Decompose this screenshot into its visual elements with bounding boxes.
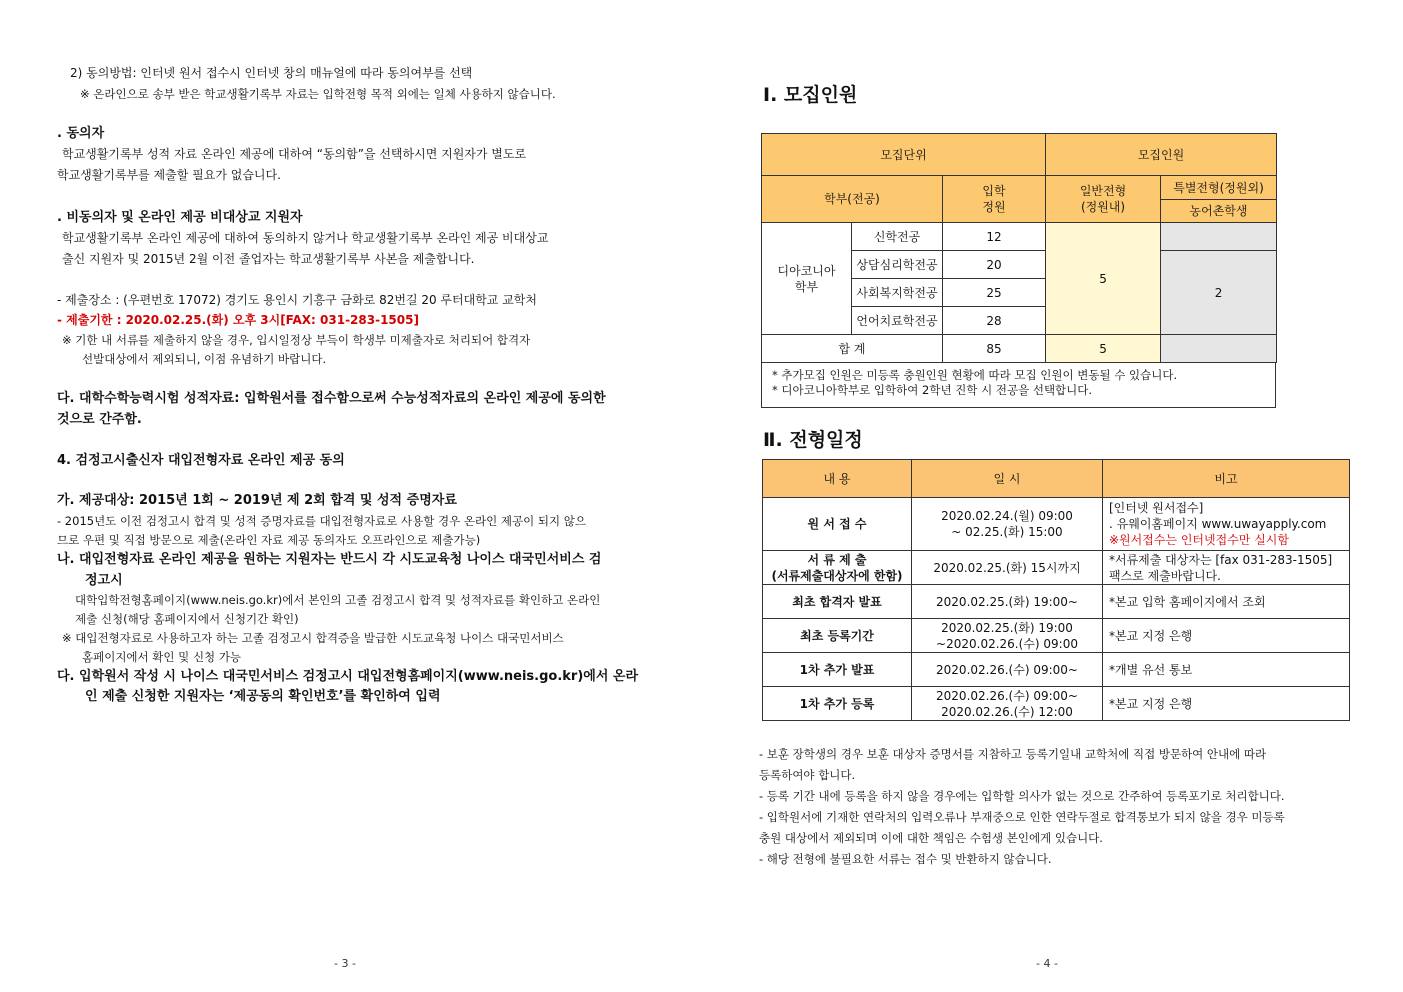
rural-empty-cell [1161, 223, 1277, 251]
csat-heading-line-1: 다. 대학수학능력시험 성적자료: 입학원서를 접수함으로써 수능성적자료의 온라인 제공에 동의한 [57, 391, 606, 406]
schedule-item: 1차 추가 등록 [763, 687, 912, 721]
schedule-date: 2020.02.24.(월) 09:00 ~ 02.25.(화) 15:00 [912, 498, 1103, 551]
ged-online-body-line-2: 제출 신청(해당 홈페이지에서 신청기간 확인) [75, 612, 299, 626]
recruitment-note-2: * 디아코니아학부로 입학하여 2학년 진학 시 전공을 선택합니다. [772, 383, 1093, 397]
consent-method-line: 2) 동의방법: 인터넷 원서 접수시 인터넷 창의 매뉴얼에 따라 동의여부를 선택 [70, 66, 473, 80]
ged-online-heading-line-2: 정고시 [85, 573, 123, 588]
faculty-diakonia: 디아코니아 학부 [762, 223, 852, 335]
header-department: 학부(전공) [762, 176, 943, 223]
major-name: 상담심리학전공 [852, 251, 943, 279]
ged-note-line-1: ※ 대입전형자료로 사용하고자 하는 고졸 검정고시 합격증을 발급한 시도교육청 나이스 대국민서비스 [62, 631, 564, 645]
recruitment-note-1: * 추가모집 인원은 미등록 충원인원 현황에 따라 모집 인원이 변동될 수 있습니다. [772, 368, 1178, 382]
schedule-item: 최초 등록기간 [763, 619, 912, 653]
major-quota: 20 [943, 251, 1046, 279]
total-rural-empty [1161, 335, 1277, 363]
schedule-note: *본교 지정 은행 [1103, 687, 1350, 721]
consent-body-line-1: 학교생활기록부 성적 자료 온라인 제공에 대하여 “동의함”을 선택하시면 지원자가 별도로 [62, 147, 527, 161]
general-admission-count: 5 [1046, 223, 1161, 335]
header-admission-quota: 입학 정원 [943, 176, 1046, 223]
left-page [0, 0, 701, 992]
schedule-note: *서류제출 대상자는 [fax 031-283-1505] 팩스로 제출바랍니다. [1103, 551, 1350, 585]
schedule-date: 2020.02.26.(수) 09:00~ 2020.02.26.(수) 12:00 [912, 687, 1103, 721]
schedule-table [762, 459, 1350, 721]
deadline-warning-line-1: ※ 기한 내 서류를 제출하지 않을 경우, 입시일정상 부득이 학생부 미제출자로 처리되어 합격자 [62, 333, 531, 347]
ged-target-body-line-1: - 2015년도 이전 검정고시 합격 및 성적 증명자료를 대입전형자료로 사용할 경우 온라인 제공이 되지 않으 [57, 514, 586, 528]
submission-place: - 제출장소 : (우편번호 17072) 경기도 용인시 기흥구 금화로 82번길 20 루터대학교 교학처 [57, 293, 537, 307]
consent-body-line-2: 학교생활기록부를 제출할 필요가 없습니다. [57, 168, 281, 182]
header-recruit-unit: 모집단위 [762, 134, 1046, 176]
ged-input-heading-line-2: 인 제출 신청한 지원자는 ‘제공동의 확인번호’를 확인하여 입력 [85, 689, 441, 704]
total-label: 합 계 [762, 335, 943, 363]
header-special-admission: 특별전형(정원외) [1161, 176, 1277, 200]
right-page [701, 0, 1403, 992]
bottom-note-2: - 등록 기간 내에 등록을 하지 않을 경우에는 입학할 의사가 없는 것으로 간주하여 등록포기로 처리합니다. [759, 789, 1285, 803]
consent-note-line: ※ 온라인으로 송부 받은 학교생활기록부 자료는 입학전형 목적 외에는 일체 사용하지 않습니다. [80, 87, 556, 101]
ged-input-heading-line-1: 다. 입학원서 작성 시 나이스 대국민서비스 검정고시 대입전형홈페이지(www.neis.go.kr)에서 온라 [57, 669, 639, 684]
schedule-note: *본교 지정 은행 [1103, 619, 1350, 653]
major-quota: 25 [943, 279, 1046, 307]
major-name: 신학전공 [852, 223, 943, 251]
section-recruitment-title: Ⅰ. 모집인원 [763, 84, 858, 106]
submission-deadline: - 제출기한 : 2020.02.25.(화) 오후 3시[FAX: 031-283-1505] [57, 313, 419, 327]
major-name: 언어치료학전공 [852, 307, 943, 335]
section-schedule-title: Ⅱ. 전형일정 [763, 429, 863, 451]
schedule-date: 2020.02.26.(수) 09:00~ [912, 653, 1103, 687]
total-general: 5 [1046, 335, 1161, 363]
schedule-note: *개별 유선 통보 [1103, 653, 1350, 687]
schedule-date: 2020.02.25.(화) 19:00 ~2020.02.26.(수) 09:00 [912, 619, 1103, 653]
csat-heading-line-2: 것으로 간주함. [57, 412, 142, 427]
schedule-item: 원 서 접 수 [763, 498, 912, 551]
recruitment-notes [761, 363, 1276, 408]
consent-heading: . 동의자 [57, 126, 105, 141]
ged-target-heading: 가. 제공대상: 2015년 1회 ~ 2019년 제 2회 합격 및 성적 증명자료 [57, 493, 457, 508]
header-remarks: 비고 [1103, 460, 1350, 498]
non-consent-body-line-1: 학교생활기록부 온라인 제공에 대하여 동의하지 않거나 학교생활기록부 온라인 제공 비대상교 [62, 231, 549, 245]
ged-section-heading: 4. 검정고시출신자 대입전형자료 온라인 제공 동의 [57, 453, 345, 468]
non-consent-body-line-2: 출신 지원자 및 2015년 2월 이전 졸업자는 학교생활기록부 사본을 제출합니다. [62, 252, 475, 266]
schedule-note: [인터넷 원서접수] . 유웨이홈페이지 www.uwayapply.com ※원서접수는 인터넷접수만 실시함 [1103, 498, 1350, 551]
major-name: 사회복지학전공 [852, 279, 943, 307]
header-datetime: 일 시 [912, 460, 1103, 498]
deadline-warning-line-2: 선발대상에서 제외되니, 이점 유념하기 바랍니다. [82, 352, 327, 366]
bottom-note-1b: 등록하여야 합니다. [759, 768, 856, 782]
schedule-item: 1차 추가 발표 [763, 653, 912, 687]
rural-students-count: 2 [1161, 251, 1277, 335]
bottom-note-3a: - 입학원서에 기재한 연락처의 입력오류나 부재중으로 인한 연락두절로 합격통보가 되지 않을 경우 미등록 [759, 810, 1285, 824]
schedule-item: 최초 합격자 발표 [763, 585, 912, 619]
recruitment-table [761, 133, 1277, 363]
schedule-note: *본교 입학 홈페이지에서 조회 [1103, 585, 1350, 619]
schedule-date: 2020.02.25.(화) 15시까지 [912, 551, 1103, 585]
total-quota: 85 [943, 335, 1046, 363]
ged-online-heading-line-1: 나. 대입전형자료 온라인 제공을 원하는 지원자는 반드시 각 시도교육청 나이스 대국민서비스 검 [57, 552, 602, 567]
ged-note-line-2: 홈페이지에서 확인 및 신청 가능 [82, 650, 242, 664]
page-number-right: - 4 - [1036, 957, 1058, 970]
page-number-left: - 3 - [334, 957, 356, 970]
bottom-note-1a: - 보훈 장학생의 경우 보훈 대상자 증명서를 지참하고 등록기일내 교학처에 직접 방문하여 안내에 따라 [759, 747, 1267, 761]
schedule-item: 서 류 제 출 (서류제출대상자에 한함) [763, 551, 912, 585]
non-consent-heading: . 비동의자 및 온라인 제공 비대상교 지원자 [57, 210, 303, 225]
major-quota: 28 [943, 307, 1046, 335]
header-general-admission: 일반전형 (정원내) [1046, 176, 1161, 223]
bottom-note-4: - 해당 전형에 불필요한 서류는 접수 및 반환하지 않습니다. [759, 852, 1052, 866]
header-item: 내 용 [763, 460, 912, 498]
schedule-date: 2020.02.25.(화) 19:00~ [912, 585, 1103, 619]
bottom-note-3b: 충원 대상에서 제외되며 이에 대한 책임은 수험생 본인에게 있습니다. [759, 831, 1103, 845]
header-rural-students: 농어촌학생 [1161, 200, 1277, 223]
major-quota: 12 [943, 223, 1046, 251]
ged-target-body-line-2: 므로 우편 및 직접 방문으로 제출(온라인 자료 제공 동의자도 오프라인으로 제출가능) [57, 533, 481, 547]
header-recruit-count: 모집인원 [1046, 134, 1277, 176]
ged-online-body-line-1: 대학입학전형홈페이지(www.neis.go.kr)에서 본인의 고졸 검정고시 합격 및 성적자료를 확인하고 온라인 [75, 593, 601, 607]
